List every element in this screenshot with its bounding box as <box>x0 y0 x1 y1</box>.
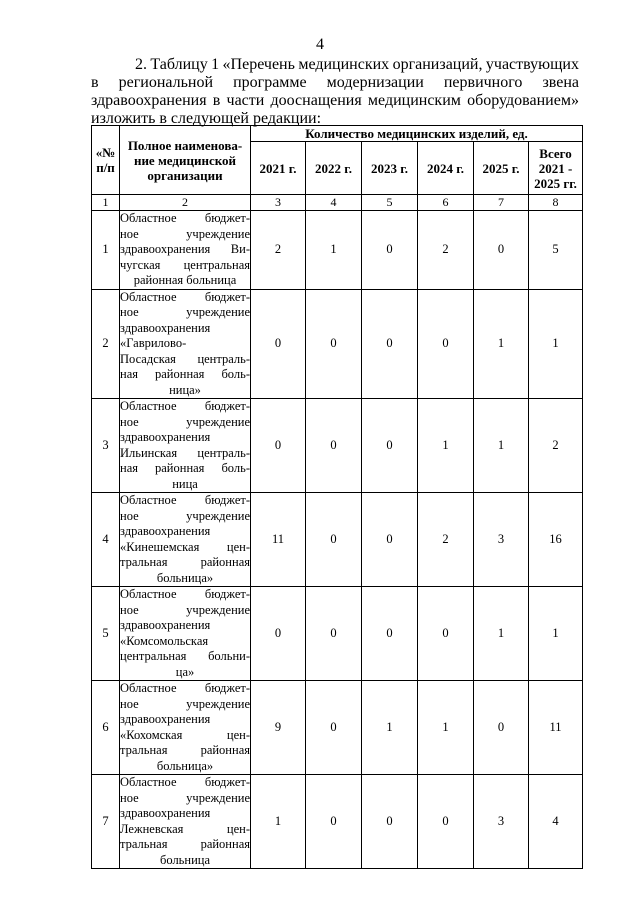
organization-name-cell <box>120 493 251 587</box>
page-number: 4 <box>316 36 324 53</box>
organization-name-line: тральная районная <box>120 743 250 757</box>
total-value-cell: 11 <box>529 681 583 775</box>
year-value-cell: 0 <box>362 587 418 681</box>
total-value-cell: 2 <box>529 399 583 493</box>
header-year: 2023 г. <box>362 142 418 195</box>
intro-word: оборудованием» <box>467 92 579 109</box>
header-total: Всего 2021 - 2025 гг. <box>529 142 583 195</box>
organization-name-line: ное учреждение <box>120 226 250 241</box>
year-value-cell: 1 <box>362 681 418 775</box>
header-year: 2022 г. <box>306 142 362 195</box>
intro-word: в <box>91 74 99 91</box>
table-row <box>92 587 583 681</box>
year-value-cell: 0 <box>362 493 418 587</box>
intro-word: участвующих <box>485 56 579 73</box>
organization-name-line: Областное бюджет- <box>120 587 250 601</box>
column-number: 1 <box>92 195 120 211</box>
header-year: 2021 г. <box>251 142 306 195</box>
intro-word: первичного <box>443 74 523 91</box>
intro-word: 1 <box>211 56 220 73</box>
organization-name-line: больница» <box>156 570 214 585</box>
organization-name-line: Областное бюджет- <box>120 493 250 507</box>
organization-name-line: чугская центральная <box>120 257 250 272</box>
row-number: 1 <box>92 211 120 290</box>
organization-name-line: ное учреждение <box>120 696 250 711</box>
year-value-cell: 3 <box>474 493 529 587</box>
table-row <box>92 775 583 869</box>
intro-line-3 <box>91 92 579 110</box>
organization-name-line: здравоохранения <box>120 806 211 820</box>
year-value-cell: 0 <box>418 775 474 869</box>
intro-word: Таблицу <box>150 56 208 73</box>
intro-line-4: изложить в следующей редакции: <box>91 110 322 127</box>
year-value-cell: 0 <box>362 211 418 290</box>
column-number: 8 <box>529 195 583 211</box>
year-value-cell: 0 <box>474 681 529 775</box>
row-number: 5 <box>92 587 120 681</box>
intro-word: здравоохранения <box>91 92 207 109</box>
year-value-cell: 1 <box>474 399 529 493</box>
organization-name-line: ное учреждение <box>120 305 250 319</box>
organization-name-line: «Гаврилово- <box>120 336 187 350</box>
organization-name-line: больница <box>160 852 210 867</box>
organization-name-line: «Кинешемская цен- <box>120 539 250 554</box>
year-value-cell: 0 <box>306 289 362 399</box>
year-value-cell: 1 <box>418 399 474 493</box>
organization-name-line: ная районная боль- <box>120 461 250 475</box>
row-number: 6 <box>92 681 120 775</box>
organization-name-line: Областное бюджет- <box>120 211 250 225</box>
year-value-cell: 11 <box>251 493 306 587</box>
table-row <box>92 289 583 399</box>
year-value-cell: 0 <box>362 399 418 493</box>
total-value-cell: 4 <box>529 775 583 869</box>
intro-word: «Перечень <box>222 56 295 73</box>
year-value-cell: 1 <box>474 289 529 399</box>
organization-name-cell <box>120 399 251 493</box>
total-value-cell: 5 <box>529 211 583 290</box>
organization-name-line: Областное бюджет- <box>120 681 250 695</box>
organization-name-line: ное учреждение <box>120 508 250 523</box>
year-value-cell: 9 <box>251 681 306 775</box>
organization-name-line: Областное бюджет- <box>120 775 250 789</box>
total-value-cell: 1 <box>529 587 583 681</box>
column-number: 6 <box>418 195 474 211</box>
row-number: 4 <box>92 493 120 587</box>
row-number: 7 <box>92 775 120 869</box>
year-value-cell: 1 <box>474 587 529 681</box>
organization-name-line: ное учреждение <box>120 790 250 805</box>
organization-name-line: больница» <box>156 758 214 773</box>
total-value-cell: 1 <box>529 289 583 399</box>
year-value-cell: 0 <box>362 775 418 869</box>
row-number: 2 <box>92 289 120 399</box>
row-number: 3 <box>92 399 120 493</box>
intro-word: региональной <box>118 74 214 91</box>
table-row <box>92 211 583 290</box>
header-organization-name: Полное наименова-ние медицинской организации <box>120 126 251 195</box>
intro-word: организаций, <box>392 56 483 73</box>
year-value-cell: 0 <box>251 399 306 493</box>
column-number: 7 <box>474 195 529 211</box>
column-number: 3 <box>251 195 306 211</box>
year-value-cell: 0 <box>306 681 362 775</box>
total-value-cell: 16 <box>529 493 583 587</box>
organization-name-line: здравоохранения <box>120 524 211 538</box>
organization-name-line: ница <box>172 476 198 491</box>
organization-name-line: Лежневская цен- <box>120 821 250 836</box>
organization-name-line: тральная районная <box>120 837 250 851</box>
header-year: 2024 г. <box>418 142 474 195</box>
year-value-cell: 0 <box>306 587 362 681</box>
item-number: 2. <box>135 56 147 73</box>
year-value-cell: 0 <box>306 399 362 493</box>
year-value-cell: 0 <box>418 587 474 681</box>
intro-word: дооснащения <box>270 92 362 109</box>
organization-name-line: здравоохранения <box>120 618 211 632</box>
year-value-cell: 0 <box>306 493 362 587</box>
table-row <box>92 681 583 775</box>
header-number: «№ п/п <box>92 126 120 195</box>
organization-name-cell <box>120 681 251 775</box>
year-value-cell: 0 <box>418 289 474 399</box>
organization-name-line: Посадская централь- <box>120 351 250 366</box>
intro-word: звена <box>542 74 579 91</box>
organization-name-line: здравоохранения Ви- <box>120 242 250 256</box>
intro-word: в <box>212 92 221 109</box>
column-number: 4 <box>306 195 362 211</box>
year-value-cell: 2 <box>418 211 474 290</box>
year-value-cell: 0 <box>251 587 306 681</box>
header-year: 2025 г. <box>474 142 529 195</box>
organization-name-line: Ильинская централь- <box>120 445 250 460</box>
year-value-cell: 2 <box>418 493 474 587</box>
year-value-cell: 3 <box>474 775 529 869</box>
intro-line-2 <box>91 74 579 92</box>
organization-name-line: ная районная боль- <box>120 367 250 381</box>
year-value-cell: 0 <box>306 775 362 869</box>
organization-name-line: центральная больни- <box>120 649 250 663</box>
organization-name-line: ца» <box>175 664 195 679</box>
intro-word: медицинских <box>298 56 390 73</box>
organization-name-line: тральная районная <box>120 555 250 569</box>
year-value-cell: 0 <box>362 289 418 399</box>
organization-name-line: «Кохомская цен- <box>120 727 250 742</box>
table-row <box>92 399 583 493</box>
intro-word: программе <box>233 74 307 91</box>
organization-name-line: Областное бюджет- <box>120 289 250 304</box>
intro-paragraph <box>91 56 579 128</box>
organization-name-cell <box>120 587 251 681</box>
table-body <box>92 211 583 869</box>
intro-word: модернизации <box>326 74 424 91</box>
organization-name-line: ное учреждение <box>120 602 250 617</box>
organization-name-line: «Комсомольская <box>120 633 209 648</box>
year-value-cell: 1 <box>251 775 306 869</box>
year-value-cell: 2 <box>251 211 306 290</box>
column-numbers-row <box>92 195 583 211</box>
intro-line-1 <box>91 56 579 74</box>
organization-name-line: Областное бюджет- <box>120 399 250 413</box>
organization-name-line: районная больница <box>133 273 237 287</box>
organization-name-line: здравоохранения <box>120 712 211 726</box>
table-row <box>92 493 583 587</box>
column-number: 5 <box>362 195 418 211</box>
column-number: 2 <box>120 195 251 211</box>
organization-name-line: здравоохранения <box>120 320 211 335</box>
year-value-cell: 0 <box>474 211 529 290</box>
header-quantity-group: Количество медицинских изделий, ед. <box>251 126 583 142</box>
organization-name-line: здравоохранения <box>120 430 211 444</box>
year-value-cell: 1 <box>306 211 362 290</box>
medical-organizations-table <box>91 125 583 869</box>
year-value-cell: 0 <box>251 289 306 399</box>
organization-name-cell <box>120 289 251 399</box>
organization-name-line: ница» <box>169 382 201 397</box>
year-value-cell: 1 <box>418 681 474 775</box>
organization-name-line: ное учреждение <box>120 414 250 429</box>
intro-word: части <box>226 92 265 109</box>
intro-word: медицинским <box>367 92 461 109</box>
organization-name-cell <box>120 211 251 290</box>
organization-name-cell <box>120 775 251 869</box>
